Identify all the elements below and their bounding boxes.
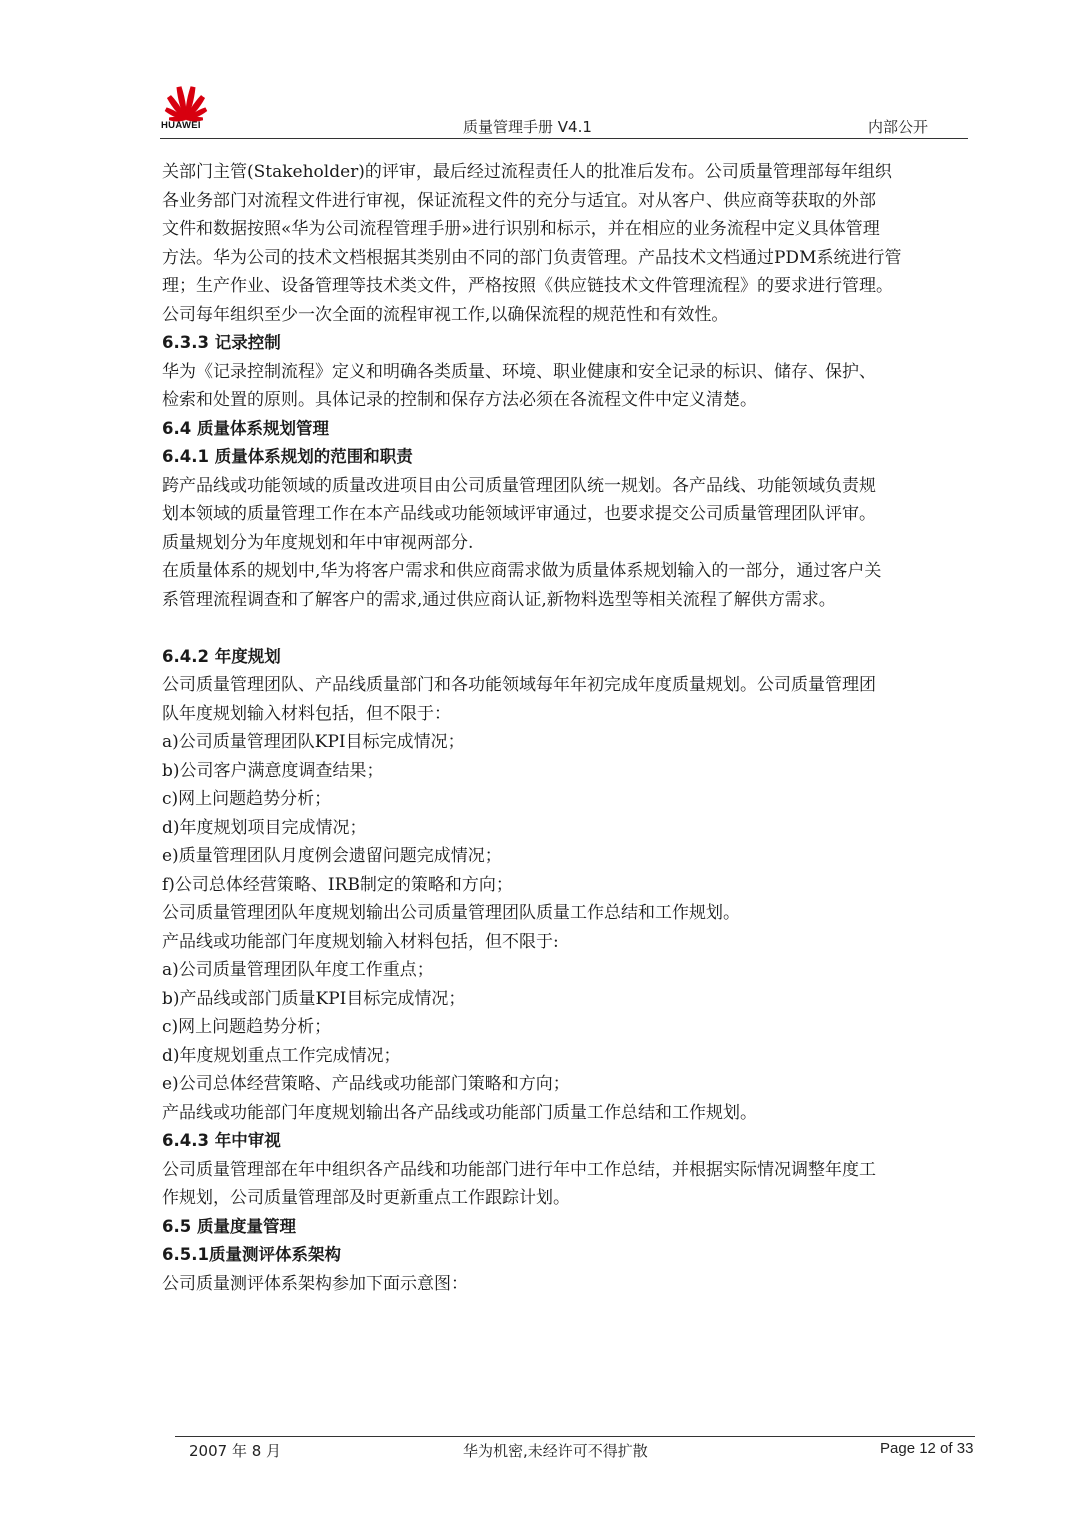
body-text-line: 文件和数据按照«华为公司流程管理手册»进行识别和标示，并在相应的业务流程中定义具体管理 <box>162 219 880 239</box>
body-text-line: 各业务部门对流程文件进行审视，保证流程文件的充分与适宜。对从客户、供应商等获取的外部 <box>162 190 876 211</box>
body-text-line: 理；生产作业、设备管理等技术类文件，严格按照《供应链技术文件管理流程》的要求进行管理。 <box>162 276 893 296</box>
body-text-line: e)公司总体经营策略、产品线或功能部门策略和方向； <box>162 1074 570 1094</box>
section-heading: 6.3.3 记录控制 <box>162 333 281 352</box>
body-text-line: c)网上问题趋势分析； <box>162 1017 332 1037</box>
body-text-line: 产品线或功能部门年度规划输入材料包括，但不限于: <box>162 931 559 952</box>
body-text-line: 方法。华为公司的技术文档根据其类别由不同的部门负责管理。产品技术文档通过PDM系统进行管 <box>162 247 902 268</box>
body-text-line: a)公司质量管理团队年度工作重点； <box>162 960 434 980</box>
body-text-line: 华为《记录控制流程》定义和明确各类质量、环境、职业健康和安全记录的标识、储存、保护、 <box>162 361 876 382</box>
classification-label: 内部公开 <box>868 118 929 136</box>
footer-date: 2007 年 8 月 <box>189 1442 282 1460</box>
section-heading: 6.5.1质量测评体系架构 <box>162 1245 341 1264</box>
section-heading: 6.4.3 年中审视 <box>162 1131 281 1150</box>
body-text-line: b)产品线或部门质量KPI目标完成情况； <box>162 988 466 1009</box>
body-text-line: d)年度规划项目完成情况； <box>162 817 367 838</box>
footer-confidentiality: 华为机密,未经许可不得扩散 <box>463 1442 648 1460</box>
body-text-line: e)质量管理团队月度例会遗留问题完成情况； <box>162 846 502 866</box>
document-title: 质量管理手册 V4.1 <box>463 118 592 136</box>
section-heading: 6.4 质量体系规划管理 <box>162 418 329 438</box>
body-text-line: d)年度规划重点工作完成情况； <box>162 1045 401 1066</box>
header-divider <box>160 138 968 139</box>
body-text-line: 检索和处置的原则。具体记录的控制和保存方法必须在各流程文件中定义清楚。 <box>162 390 757 410</box>
body-text-line: 划本领域的质量管理工作在本产品线或功能领域评审通过，也要求提交公司质量管理团队评审。 <box>162 504 876 524</box>
body-text-line: 公司每年组织至少一次全面的流程审视工作,以确保流程的规范性和有效性。 <box>162 304 729 325</box>
footer-divider <box>175 1436 975 1437</box>
body-text-line: 产品线或功能部门年度规划输出各产品线或功能部门质量工作总结和工作规划。 <box>162 1102 757 1123</box>
body-text-line: 公司质量管理团队年度规划输出公司质量管理团队质量工作总结和工作规划。 <box>162 903 740 923</box>
page-number: Page 12 of 33 <box>880 1440 974 1457</box>
document-body <box>162 158 970 1298</box>
section-heading: 6.5 质量度量管理 <box>162 1216 296 1236</box>
body-text-line: b)公司客户满意度调查结果； <box>162 760 384 781</box>
section-heading: 6.4.2 年度规划 <box>162 646 281 666</box>
body-text-line: 公司质量管理团队、产品线质量部门和各功能领域每年年初完成年度质量规划。公司质量管理团 <box>162 675 876 695</box>
body-text-line: 在质量体系的规划中,华为将客户需求和供应商需求做为质量体系规划输入的一部分，通过客户关 <box>162 561 882 581</box>
blank-line <box>162 614 970 643</box>
body-text-line: 跨产品线或功能领域的质量改进项目由公司质量管理团队统一规划。各产品线、功能领域负责规 <box>162 475 876 496</box>
body-text-line: 公司质量测评体系架构参加下面示意图： <box>162 1273 468 1294</box>
section-heading: 6.4.1 质量体系规划的范围和职责 <box>162 447 413 466</box>
body-text-line: 公司质量管理部在年中组织各产品线和功能部门进行年中工作总结，并根据实际情况调整年度工 <box>162 1159 876 1180</box>
body-text-line: f)公司总体经营策略、IRB制定的策略和方向； <box>162 874 513 895</box>
body-text-line: 系管理流程调查和了解客户的需求,通过供应商认证,新物料选型等相关流程了解供方需求。 <box>162 589 836 610</box>
body-text-line: 队年度规划输入材料包括，但不限于： <box>162 703 451 724</box>
body-text-line: 关部门主管(Stakeholder)的评审，最后经过流程责任人的批准后发布。公司质量管理部每年组织 <box>162 162 892 182</box>
body-text-line: c)网上问题趋势分析； <box>162 789 332 809</box>
body-text-line: a)公司质量管理团队KPI目标完成情况； <box>162 732 465 752</box>
body-text-line: 质量规划分为年度规划和年中审视两部分. <box>162 532 474 553</box>
logo-wordmark: HUAWEI <box>161 120 201 131</box>
body-text-line: 作规划，公司质量管理部及时更新重点工作跟踪计划。 <box>162 1188 570 1208</box>
